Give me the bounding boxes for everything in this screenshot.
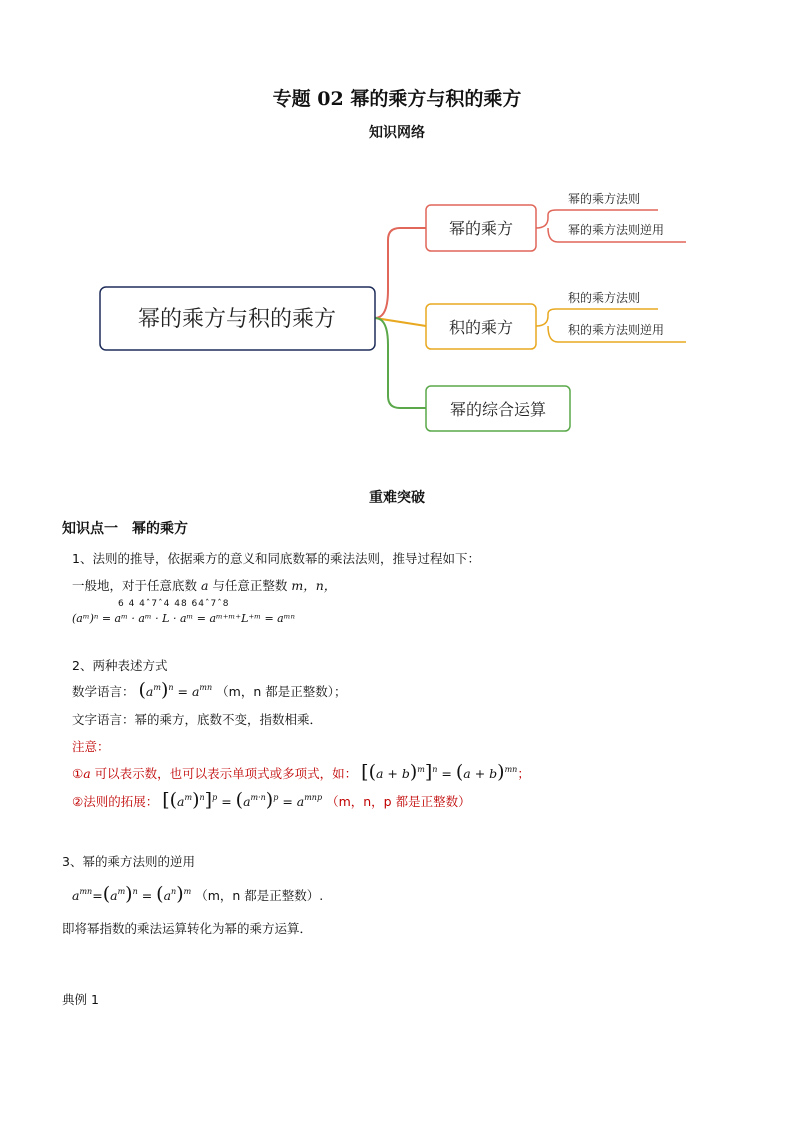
knowledge-network-heading: 知识网络	[369, 125, 425, 141]
note-1-text: 可以表示数，也可以表示单项式或多项式，如：	[90, 766, 358, 781]
inverse-rule	[72, 883, 324, 905]
note-item-1	[72, 761, 530, 783]
branch1-label: 幂的乘方	[448, 219, 514, 238]
note-label: 注意：	[72, 739, 110, 754]
math-language-condition: （m，n 都是正整数）；	[216, 684, 347, 699]
note-1-formula: $[(a + b)^m]^n = (a + b)^{mn}$	[361, 761, 518, 783]
var-a: a	[200, 578, 209, 593]
connector-branch1	[375, 228, 426, 318]
note-item-2	[72, 789, 471, 811]
word-language: 文字语言：幂的乘方，底数不变，指数相乘．	[72, 712, 323, 727]
branch2-leaf2: 积的乘方法则逆用	[568, 323, 665, 337]
inverse-rule-explanation: 即将幂指数的乘法运算转化为幂的乘方运算．	[62, 921, 313, 936]
inverse-rule-condition: （m，n 都是正整数）.	[195, 888, 324, 903]
note-1-end: ；	[517, 766, 530, 781]
power-rule-formula: $(a^m)^n = a^{mn}$	[138, 679, 213, 701]
branch1-leaf2: 幂的乘方法则逆用	[568, 223, 665, 237]
general-statement-text-2: 与任意正整数	[208, 578, 292, 593]
mind-map	[0, 170, 794, 440]
branch2-label: 积的乘方	[448, 318, 514, 337]
example-label: 典例 1	[62, 992, 99, 1007]
root-node: 幂的乘方与积的乘方	[137, 307, 337, 332]
derivation-formula: (aᵐ)ⁿ = aᵐ · aᵐ · L · aᵐ = aᵐ⁺ᵐ⁺L⁺ᵐ = aᵐⁿ	[72, 612, 295, 625]
note-2-formula: $[(a^m)^n]^p = (a^{m\cdot n})^p = a^{mnp}$	[162, 789, 323, 811]
var-mn: m，n，	[291, 578, 337, 593]
section-heading: 重难突破	[369, 490, 425, 506]
branch2-leaf1: 积的乘方法则	[568, 291, 641, 305]
inverse-rule-heading: 3、幂的乘方法则的逆用	[62, 854, 195, 869]
two-expressions-heading: 2、两种表述方式	[72, 658, 168, 673]
overbrace-annotation: 6 4 4ˆ7ˆ4 48 64ˆ7ˆ8	[118, 599, 230, 609]
note-2-text: ②法则的拓展：	[72, 794, 159, 809]
page-title: 专题 02 幂的乘方与积的乘方	[272, 88, 522, 110]
knowledge-point-label: 知识点一	[62, 521, 118, 537]
note-1-var: a	[83, 766, 91, 781]
branch3-label: 幂的综合运算	[449, 400, 547, 419]
math-language-label: 数学语言：	[72, 684, 135, 699]
general-statement	[72, 576, 336, 594]
note-1-marker: ①	[72, 766, 84, 781]
branch1-leaf1: 幂的乘方法则	[568, 192, 641, 206]
knowledge-point-name: 幂的乘方	[132, 521, 188, 537]
connector-branch3	[375, 318, 426, 408]
note-2-condition: （m，n，p 都是正整数）	[326, 794, 471, 809]
derivation-intro: 1、法则的推导，依据乘方的意义和同底数幂的乘法法则，推导过程如下：	[72, 551, 480, 566]
math-language	[72, 679, 347, 701]
general-statement-text: 一般地，对于任意底数	[72, 578, 201, 593]
knowledge-point-heading	[62, 518, 188, 538]
inverse-rule-formula: $a^{mn}=(a^m)^n = (a^n)^m$	[72, 883, 192, 905]
